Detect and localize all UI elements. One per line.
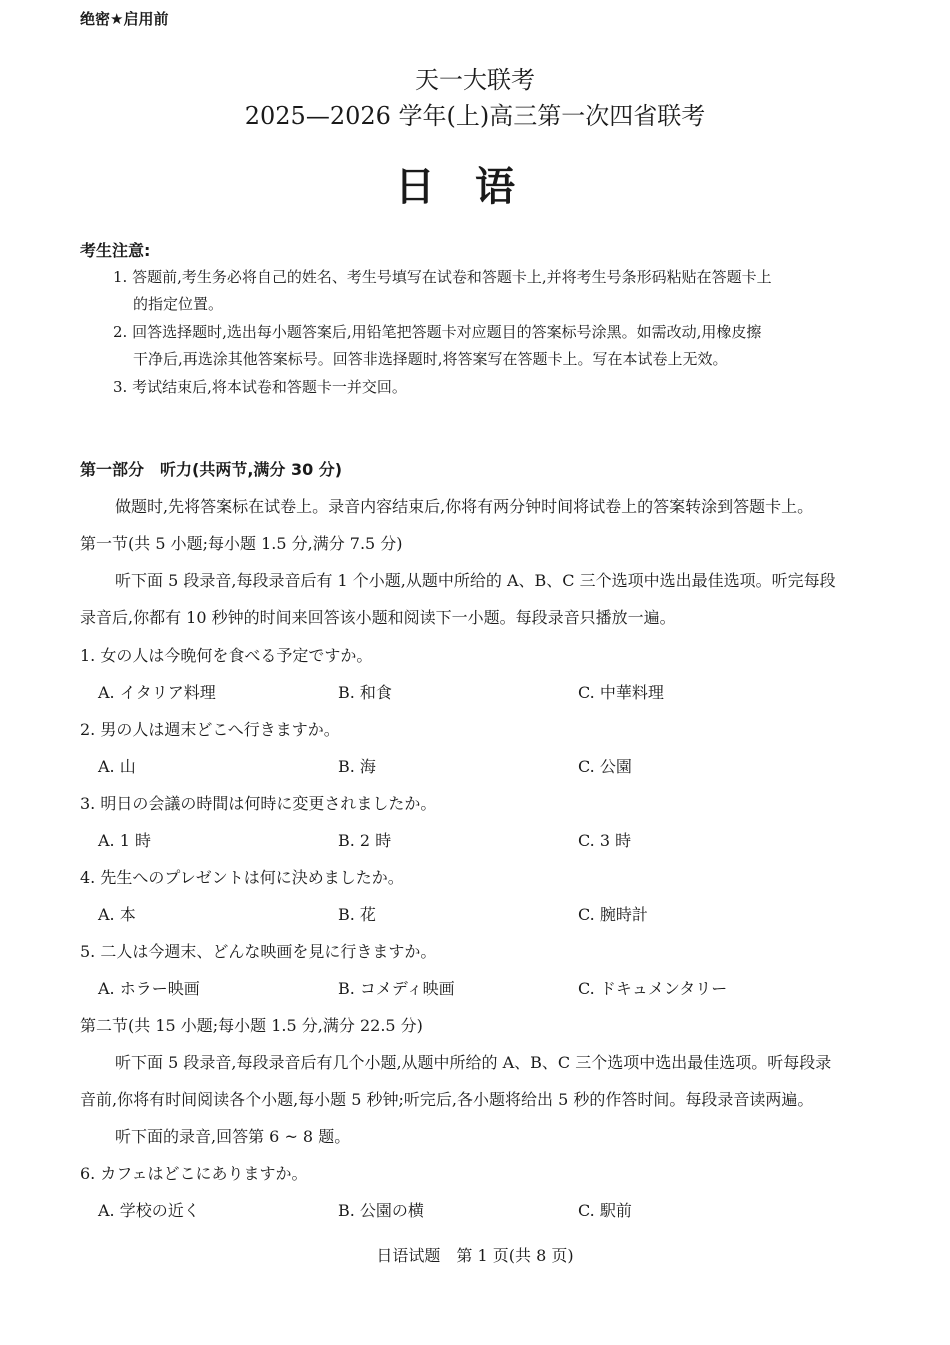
question-3-option-c: C. 3 時	[578, 831, 632, 850]
question-2-option-b: B. 海	[338, 757, 376, 776]
question-1-option-c: C. 中華料理	[578, 683, 664, 702]
question-5-option-c: C. ドキュメンタリー	[578, 979, 728, 998]
section2-title: 第二节(共 15 小题;每小题 1.5 分,满分 22.5 分)	[80, 1016, 423, 1035]
question-6-option-c: C. 駅前	[578, 1201, 632, 1220]
page-footer: 日语试题 第 1 页(共 8 页)	[376, 1246, 574, 1265]
question-6-option-a: A. 学校の近く	[98, 1201, 200, 1220]
subject-title: 日语	[395, 164, 555, 210]
question-4-option-c: C. 腕時計	[578, 905, 648, 924]
notice-item-1-line-2: 的指定位置。	[133, 295, 224, 313]
section2-instruction-line-2: 音前,你将有时间阅读各个小题,每小题 5 秒钟;听完后,各小题将给出 5 秒的作答时间。每段录音读两遍。	[80, 1090, 814, 1109]
notice-item-1-line-1: 1. 答题前,考生务必将自己的姓名、考生号填写在试卷和答题卡上,并将考生号条形码粘贴在答题卡上	[113, 268, 772, 286]
section2-instruction-line-3: 听下面的录音,回答第 6 ~ 8 题。	[115, 1127, 351, 1146]
question-2-option-c: C. 公園	[578, 757, 632, 776]
part1-title: 第一部分 听力(共两节,满分 30 分)	[80, 460, 343, 479]
notice-title: 考生注意:	[80, 241, 151, 260]
notice-item-3: 3. 考试结束后,将本试卷和答题卡一并交回。	[113, 378, 407, 396]
question-4: 4. 先生へのプレゼントは何に決めましたか。	[80, 868, 404, 887]
question-1-option-a: A. イタリア料理	[98, 683, 216, 702]
notice-item-2-line-2: 干净后,再选涂其他答案标号。回答非选择题时,将答案写在答题卡上。写在本试卷上无效。	[133, 350, 728, 368]
question-5: 5. 二人は今週末、どんな映画を見に行きますか。	[80, 942, 437, 961]
section1-instruction-line-2: 录音后,你都有 10 秒钟的时间来回答该小题和阅读下一小题。每段录音只播放一遍。	[80, 608, 676, 627]
section1-title: 第一节(共 5 小题;每小题 1.5 分,满分 7.5 分)	[80, 534, 403, 553]
question-3-option-a: A. 1 時	[98, 831, 151, 850]
question-3: 3. 明日の会議の時間は何時に変更されましたか。	[80, 794, 437, 813]
question-4-option-a: A. 本	[98, 905, 136, 924]
section1-instruction-line-1: 听下面 5 段录音,每段录音后有 1 个小题,从题中所给的 A、B、C 三个选项中选出最佳选项。听完每段	[115, 571, 836, 590]
question-5-option-b: B. コメディ映画	[338, 979, 455, 998]
question-3-option-b: B. 2 時	[338, 831, 392, 850]
question-5-option-a: A. ホラー映画	[98, 979, 200, 998]
confidential-mark: 绝密★启用前	[80, 10, 169, 28]
question-2-option-a: A. 山	[98, 757, 136, 776]
question-1: 1. 女の人は今晩何を食べる予定ですか。	[80, 646, 373, 665]
question-6: 6. カフェはどこにありますか。	[80, 1164, 308, 1183]
exam-organizer-title: 天一大联考	[415, 66, 535, 94]
part1-intro: 做题时,先将答案标在试卷上。录音内容结束后,你将有两分钟时间将试卷上的答案转涂到答题卡上。	[115, 497, 814, 516]
question-2: 2. 男の人は週末どこへ行きますか。	[80, 720, 340, 739]
question-4-option-b: B. 花	[338, 905, 376, 924]
question-6-option-b: B. 公園の横	[338, 1201, 424, 1220]
question-1-option-b: B. 和食	[338, 683, 392, 702]
exam-title: 2025—2026 学年(上)高三第一次四省联考	[244, 102, 706, 130]
section2-instruction-line-1: 听下面 5 段录音,每段录音后有几个小题,从题中所给的 A、B、C 三个选项中选出最佳选项。听每段录	[115, 1053, 832, 1072]
notice-item-2-line-1: 2. 回答选择题时,选出每小题答案后,用铅笔把答题卡对应题目的答案标号涂黑。如需改动,用橡皮擦	[113, 323, 762, 341]
